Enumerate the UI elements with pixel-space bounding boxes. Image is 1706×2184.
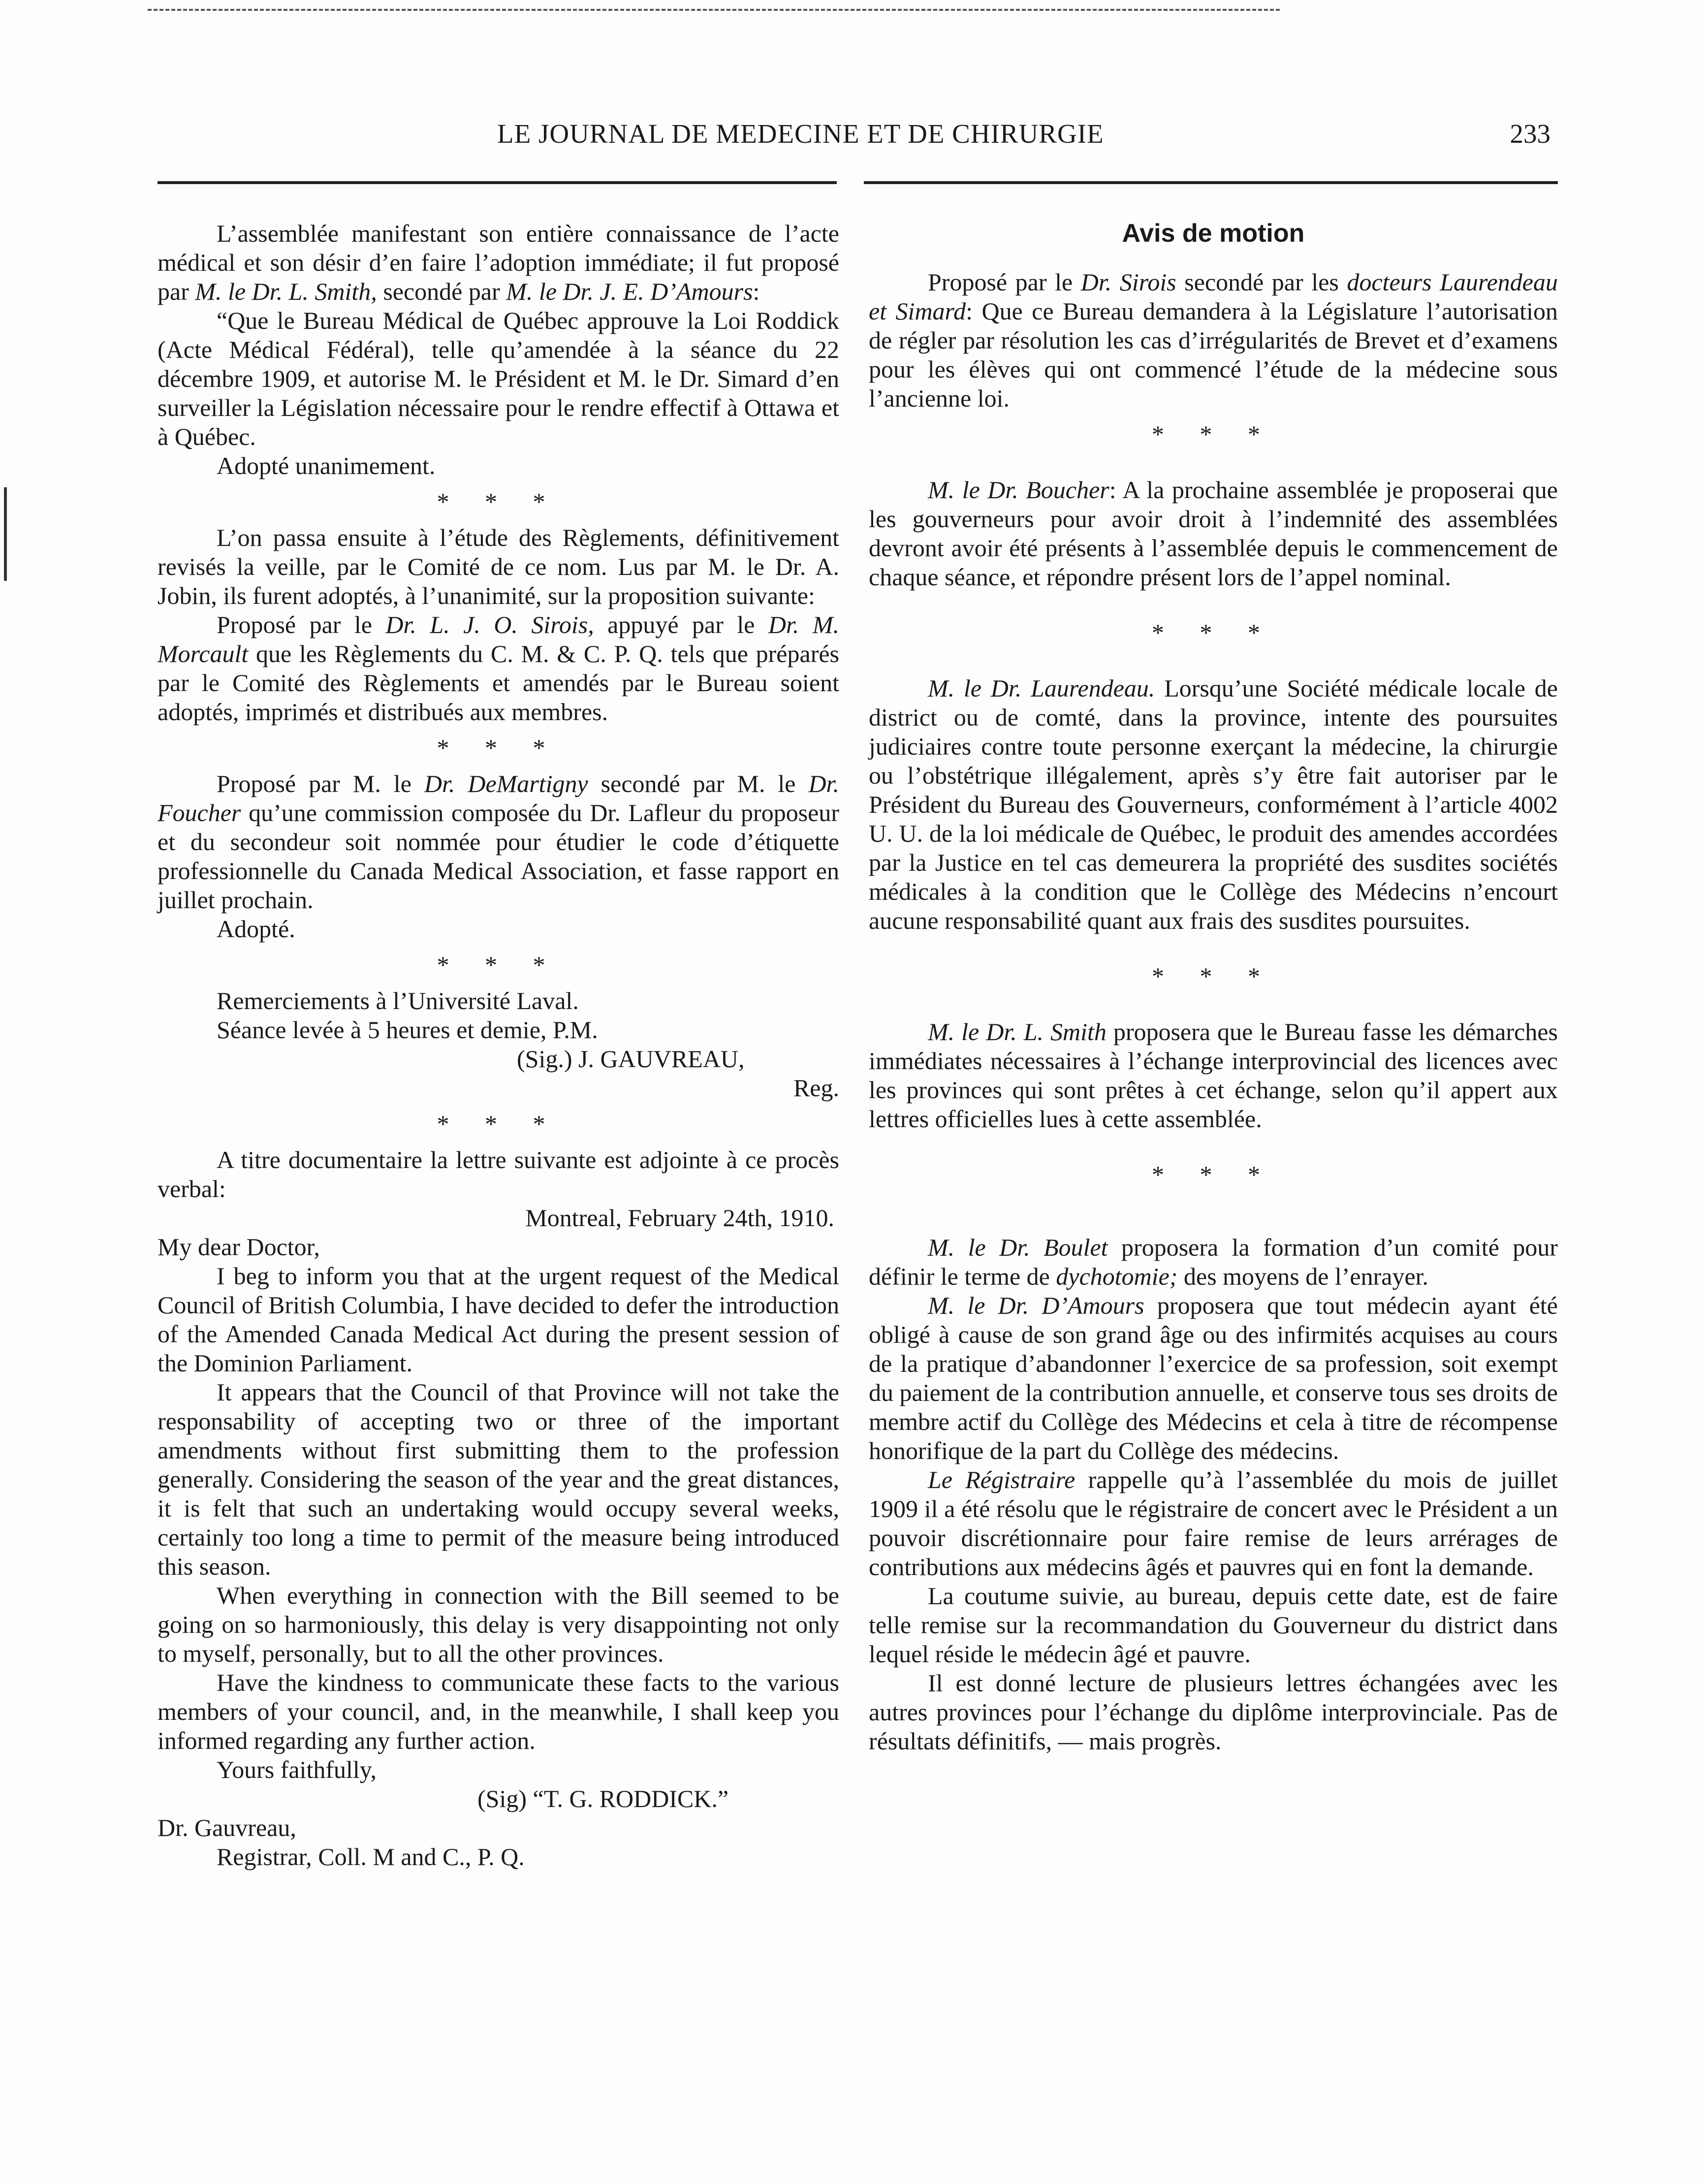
signature-line: (Sig.) J. GAUVREAU,: [517, 1045, 745, 1073]
running-header: [158, 118, 1550, 162]
letter-signature: (Sig) “T. G. RODDICK.”: [477, 1785, 729, 1812]
section-separator: * * *: [1152, 619, 1275, 646]
resolution-text: “Que le Bureau Médical de Québec approuve la Loi Roddick (Acte Médical Fédéral), telle qu’amendée à la séance du 22 décembre 1909, et autorise M. le Président et M. le Dr. Simard d’en surveiller la Législation nécessaire pour le rendre effectif à Ottawa et à Québec.: [158, 307, 839, 450]
letter-date: Montreal, February 24th, 1910.: [525, 1204, 834, 1232]
section-separator: * * *: [437, 488, 560, 515]
paragraph: Séance levée à 5 heures et demie, P.M.: [217, 1016, 598, 1044]
signature-title: Reg.: [793, 1074, 839, 1102]
letter-paragraph: It appears that the Council of that Province will not take the responsability of accepting two or three of the important amendments without first submitting them to the profession generally. Considering the season of the year and the great distances, it is felt that such an undertaking would occupy several weeks, certainly too long a time to permit of the measure being introduced this season.: [158, 1378, 839, 1580]
letter-addressee: Dr. Gauvreau,: [158, 1814, 296, 1841]
letter-closing: Yours faithfully,: [217, 1756, 377, 1783]
page-number: 233: [1510, 119, 1550, 149]
section-separator: * * *: [1152, 962, 1275, 990]
paragraph: A titre documentaire la lettre suivante est adjointe à ce procès verbal:: [158, 1146, 839, 1203]
motion-paragraph: M. le Dr. D’Amours proposera que tout médecin ayant été obligé à cause de son grand âge ou des infirmités acquises au cours de la pratique d’abandonner l’exercice de sa profession, soit exempt du paiement de la contribution annuelle, et conserve tous ses droits de membre actif du Collège des Médecins et cela à titre de récompense honorifique de la part du Collège des médecins.: [869, 1292, 1558, 1464]
section-heading: Avis de motion: [1122, 219, 1305, 248]
paragraph: Proposé par le Dr. L. J. O. Sirois, appuyé par le Dr. M. Morcault que les Règlements du C. M. & C. P. Q. tels que préparés par le Comité des Règlements et amendés par le Bureau soient adoptés, imprimés et distribués aux membres.: [158, 611, 839, 726]
left-column: [158, 219, 839, 1871]
paragraph: Remerciements à l’Université Laval.: [217, 987, 579, 1014]
margin-mark: [4, 537, 7, 581]
paragraph: L’on passa ensuite à l’étude des Règlements, définitivement revisés la veille, par le Comité de ce nom. Lus par M. le Dr. A. Jobin, ils furent adoptés, à l’unanimité, sur la proposition suivante:: [158, 524, 839, 609]
adopted-note: Adopté.: [217, 915, 295, 943]
header-rule-right: [864, 181, 1558, 184]
motion-paragraph: M. le Dr. Boulet proposera la formation d’un comité pour définir le terme de dychotomie; des moyens de l’enrayer.: [869, 1234, 1558, 1290]
adopted-note: Adopté unanimement.: [217, 452, 436, 479]
section-separator: * * *: [437, 1110, 560, 1138]
letter-salutation: My dear Doctor,: [158, 1233, 320, 1261]
margin-mark: [4, 487, 7, 541]
journal-title: LE JOURNAL DE MEDECINE ET DE CHIRURGIE: [497, 119, 1104, 149]
paragraph: Proposé par M. le Dr. DeMartigny secondé par M. le Dr. Foucher qu’une commission composée du Dr. Lafleur du proposeur et du secondeur soit nommée pour étudier le code d’étiquette professionnelle du Canada Medical Association, et fasse rapport en juillet prochain.: [158, 770, 839, 914]
motion-paragraph: M. le Dr. Laurendeau. Lorsqu’une Société médicale locale de district ou de comté, dans la province, intente des poursuites judiciaires contre toute personne exerçant la médecine, la chirurgie ou l’obstétrique illégalement, après s’y être fait autoriser par le Président du Bureau des Gouverneurs, conformément à l’article 4002 U. U. de la loi médicale de Québec, le produit des amendes accordées par la Justice en tel cas demeurera la propriété des susdites sociétés médicales à la condition que le Collège des Médecins n’encourt aucune responsabilité quant aux frais des susdites poursuites.: [869, 674, 1558, 934]
motion-paragraph: La coutume suivie, au bureau, depuis cette date, est de faire telle remise sur la recommandation du Gouverneur du district dans lequel réside le médecin âgé et pauvre.: [869, 1582, 1558, 1668]
header-rule-left: [158, 181, 837, 184]
letter-paragraph: I beg to inform you that at the urgent request of the Medical Council of British Columbia, I have decided to defer the introduction of the Amended Canada Medical Act during the present session of the Dominion Parliament.: [158, 1262, 839, 1377]
motion-paragraph: Le Régistraire rappelle qu’à l’assemblée du mois de juillet 1909 il a été résolu que le régistraire de concert avec le Président a un pouvoir discrétionnaire pour faire remise de leurs arrérages de contributions aux médecins âgés et pauvres qui en font la demande.: [869, 1466, 1558, 1581]
motion-paragraph: Proposé par le Dr. Sirois secondé par les docteurs Laurendeau et Simard: Que ce Bureau demandera à la Législature l’autorisation de régler par résolution les cas d’irrégularités de Brevet et d’examens pour les élèves qui ont commencé l’étude de la médecine sous l’ancienne loi.: [869, 268, 1558, 412]
top-edge-line: [148, 9, 1280, 11]
section-separator: * * *: [437, 734, 560, 761]
motion-paragraph: M. le Dr. Boucher: A la prochaine assemblée je proposerai que les gouverneurs pour avoir droit à l’indemnité des assemblées devront avoir été présents à l’assemblée depuis le commencement de chaque séance, et répondre présent lors de l’appel nominal.: [869, 476, 1558, 591]
section-separator: * * *: [437, 951, 560, 979]
letter-paragraph: Have the kindness to communicate these facts to the various members of your council, and, in the meanwhile, I shall keep you informed regarding any further action.: [158, 1669, 839, 1754]
paragraph: L’assemblée manifestant son entière connaissance de l’acte médical et son désir d’en faire l’adoption immédiate; il fut proposé par M. le Dr. L. Smith, secondé par M. le Dr. J. E. D’Amours:: [158, 220, 839, 305]
section-separator: * * *: [1152, 1161, 1275, 1188]
right-column: [869, 219, 1558, 1756]
motion-paragraph: M. le Dr. L. Smith proposera que le Bureau fasse les démarches immédiates nécessaires à l’échange interprovincial des licences avec les provinces qui sont prêtes à cet échange, selon qu’il appert aux lettres officielles lues à cette assemblée.: [869, 1018, 1558, 1133]
letter-addressee: Registrar, Coll. M and C., P. Q.: [217, 1843, 525, 1870]
section-separator: * * *: [1152, 420, 1275, 448]
letter-paragraph: When everything in connection with the Bill seemed to be going on so harmoniously, this delay is very disappointing not only to myself, personally, but to all the other provinces.: [158, 1582, 839, 1667]
motion-paragraph: Il est donné lecture de plusieurs lettres échangées avec les autres provinces pour l’échange du diplôme interprovinciale. Pas de résultats définitifs, — mais progrès.: [869, 1669, 1558, 1755]
